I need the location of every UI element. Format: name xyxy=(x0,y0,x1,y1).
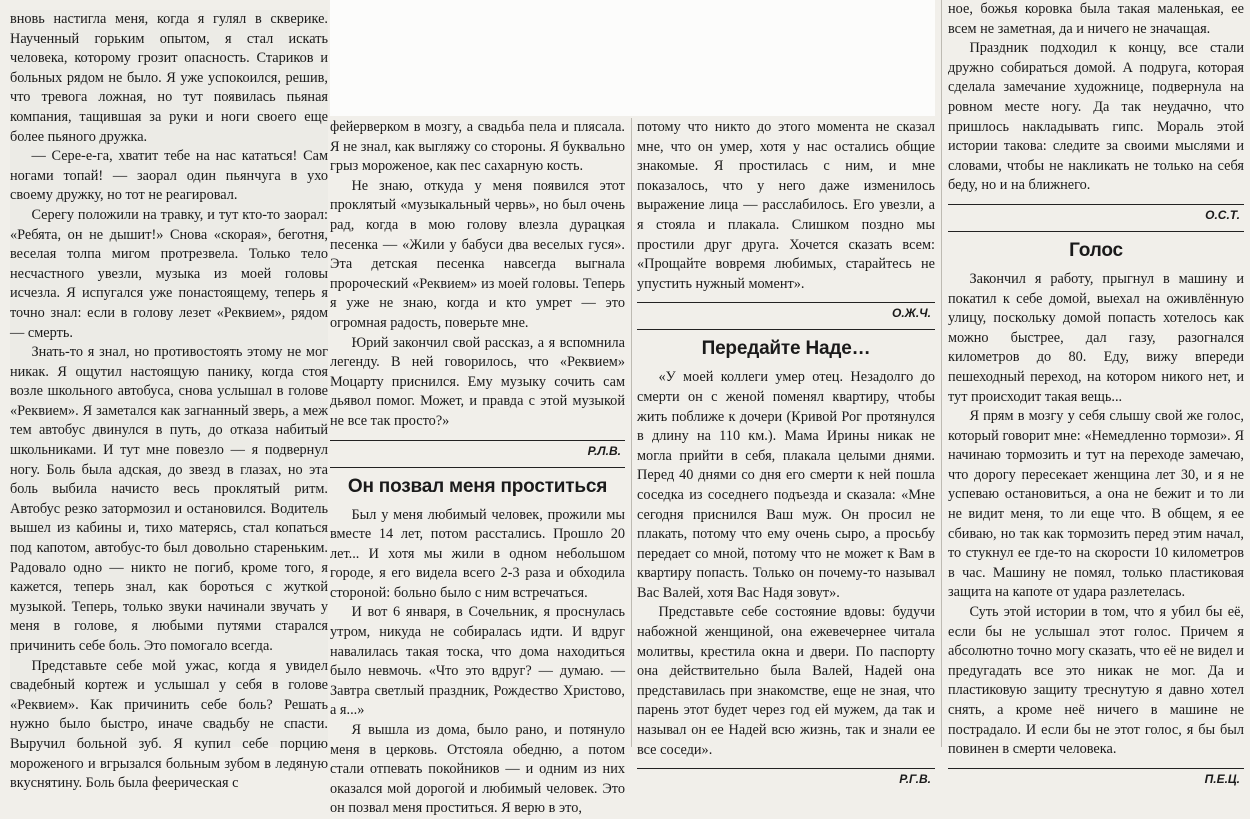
column-divider xyxy=(631,118,632,747)
section-rule xyxy=(637,329,935,330)
column-1 xyxy=(10,10,328,792)
paragraph: И вот 6 января, в Сочельник, я проснулась утром, никуда не собиралась идти. И вдруг навалилась такая тоска, что дома находиться было невмочь. «Что это вдруг? — думаю. — Завтра светлый праздник, Рождество Христово, а я...» xyxy=(330,604,625,719)
paragraph: вновь настигла меня, когда я гулял в скверике. Наученный горьким опытом, я стал искать человека, которому грозит опасность. Стариков и больных рядом не было. Я уже успокоился, решив, что тревога ложная, но тут появилась пьяная компания, тащившая за руки и ноги своего еще более пьяного дружка. xyxy=(10,11,328,145)
column-3 xyxy=(637,118,935,787)
paragraph: Знать-то я знал, но противостоять этому не мог никак. Я ощутил настоящую панику, когда стоя возле школьного автобуса, снова услышал в голове «Реквием». Я заметался как загнанный зверь, а меж тем автобус двинулся в путь, до отказа набитый школьниками. И тут мне повезло — я подвернул ногу. Боль была адская, до звезд в глазах, но эта боль выбила начисто весь проклятый ритм. Автобус резко затормозил и остановился. Водитель вышел из кабины и, тихо матерясь, стал копаться под капотом, автобус-то был довольно стареньким. Радовало одно — никто не погиб, кроме того, я кажется, теперь знал, как бороться с жуткой музыкой. Теперь, только звуки начинали звучать у меня в голове, я любыми путями старался причинить себе боль. Это помогало всегда. xyxy=(10,344,328,654)
paragraph: Был у меня любимый человек, прожили мы вместе 14 лет, потом расстались. Прошло 20 лет... И хотя мы жили в одном небольшом городе, я его видела всего 2-3 раза и обходила стороной: больно было с ним встречаться. xyxy=(330,506,625,601)
story-title: Голос xyxy=(1069,239,1123,261)
column-2 xyxy=(330,118,625,817)
paragraph: Суть этой истории в том, что я убил бы её, если бы не услышал этот голос. Причем я абсолютно точно могу сказать, что её не видел и предугадать все это никак не мог. Да и пластиковую защиту треснутую я давно хотел снять, а кроме неё ничего в машине не пострадало. И если бы не этот голос, я бы был повинен в смерти человека. xyxy=(948,604,1244,758)
paragraph: фейерверком в мозгу, а свадьба пела и плясала. Я не знал, как выгляжу со стороны. Я буквально грыз мороженое, как пес сахарную кость. xyxy=(330,119,625,175)
author-signature: О.С.Т. xyxy=(1205,207,1240,222)
blank-area xyxy=(330,0,935,116)
column-divider xyxy=(941,0,942,747)
paragraph: Представьте себе мой ужас, когда я увидел свадебный кортеж и услышал у себя в голове «Реквием». Как причинить себе боль? Решать нужно было быстро, иначе свадьбу не спасти. Выручил больной зуб. Я купил себе порцию мороженого и вгрызался больным зубом в ледяную вкуснятину. Боль была феерическая с xyxy=(10,657,328,792)
section-rule xyxy=(637,768,935,769)
paragraph: «У моей коллеги умер отец. Незадолго до смерти он с женой поменял квартиру, чтобы жить поближе к дочери (Кривой Рог протянулся в длину на 110 км.). Мама Ирины никак не могла прийти в себя, плакала целыми днями. Перед 40 днями со дня его смерти к ней пошла соседка из соседнего подъезда и сказала: «Мне сегодня приснился Ваш муж. Он просил не плакать, потому что ему очень сыро, а просьбу передает со мной, потому что не может к Вам в квартиру попасть. Только он почему-то называл Вас Валей, хотя Вас Надя зовут». xyxy=(637,369,935,601)
author-signature: Р.Г.В. xyxy=(899,772,931,787)
section-rule xyxy=(948,768,1244,769)
paragraph: Юрий закончил свой рассказ, а я вспомнила легенду. В ней говорилось, что «Реквием» Моцарту приснился. Ему музыку сочить сам дьявол помог. Может, и правда с этой музыкой не все так просто?» xyxy=(330,334,625,429)
paragraph: Я прям в мозгу у себя слышу свой же голос, который говорит мне: «Немедленно тормози». Я начинаю тормозить и тут на переходе замечаю, что дорогу пересекает женщина лет 30, и я не успеваю остановиться, а она не бежит и то ли не видит меня, то ли еще что. В общем, я ее сбиваю, но так как тормозить перед этим начал, то стукнул ее где-то на скорости 10 километров в час. Машину не помял, только пластиковая защита на капоте от удара разлетелась. xyxy=(948,408,1244,601)
section-rule xyxy=(948,204,1244,205)
author-signature: О.Ж.Ч. xyxy=(892,306,931,321)
paragraph: Я вышла из дома, было рано, и потянуло меня в церковь. Отстояла обедню, а потом стали отпевать покойников — и одним из них оказался мой дорогой и любимый человек. Это он позвал меня проститься. Я верю в это, xyxy=(330,722,625,817)
section-rule xyxy=(330,440,625,441)
paragraph: Не знаю, откуда у меня появился этот проклятый «музыкальный червь», но был очень рад, когда в мою голову влезла дурацкая песенка — «Жили у бабуси два веселых гуся». Эта детская песенка навсегда выгнала пророческий «Реквием» из моей головы. Теперь я уже не знаю, когда и кто умрет — это огромная радость, поверьте мне. xyxy=(330,177,625,331)
story-title: Он позвал меня проститься xyxy=(347,475,608,497)
paragraph: ное, божья коровка была такая маленькая, ее всем не заметная, да и ничего не значащая. xyxy=(948,1,1244,37)
section-rule xyxy=(948,231,1244,232)
paragraph: потому что никто до этого момента не сказал мне, что он умер, хотя у нас остались общие знакомые. Я простилась с ним, и мне показалось, что у него даже изменилось выражение лица — расслабилось. Его увезли, а я стояла и плакала. Слишком поздно мы простили друг друга. Хочется сказать всем: «Прощайте вовремя любимых, старайтесь не упустить нужный момент». xyxy=(637,119,935,292)
story-title: Передайте Наде… xyxy=(701,338,871,360)
paragraph: Закончил я работу, прыгнул в машину и покатил к себе домой, выехал на оживлённую улицу, поскольку домой попасть хотелось как можно быстрее, дал газу, разогнался километров до 80. Еду, вижу впереди пешеходный переход, на котором никого нет, и тут происходит такая вещь... xyxy=(948,270,1244,405)
paragraph: Праздник подходил к концу, все стали дружно собираться домой. А подруга, которая сделала замечание художнице, подвернула на ровном месте ногу. Да так неудачно, что пришлось накладывать гипс. Мораль этой истории такова: следите за своими мыслями и словами, чтобы не накликать не только на себя беду, но и на ближнего. xyxy=(948,40,1244,194)
paragraph: — Сере-е-га, хватит тебе на нас кататься! Сам ногами топай! — заорал один пьянчуга в ухо своему дружку, но тот не реагировал. xyxy=(10,148,328,204)
paragraph: Серегу положили на травку, и тут кто-то заорал: «Ребята, он не дышит!» Снова «скорая», беготня, веселая толпа мигом протрезвела. Только тело несчастного увезли, музыка из моей головы исчезла. Я испугался уже понастоящему, теперь я точно знал: если в голову лезет «Реквием», рядом — смерть. xyxy=(10,206,328,341)
section-rule xyxy=(330,467,625,468)
author-signature: П.Е.Ц. xyxy=(1204,771,1240,786)
author-signature: Р.Л.В. xyxy=(587,443,621,458)
column-4 xyxy=(948,0,1244,786)
section-rule xyxy=(637,302,935,303)
paragraph: Представьте себе состояние вдовы: будучи набожной женщиной, она ежевечернее читала молитвы, крестила окна и двери. По паспорту она действительно была Валей, Надей она представилась при знакомстве, еще не зная, что парень этот будет через год ей мужем, да так и называл он ее Надей всю жизнь, так и знали ее все соседи». xyxy=(637,604,935,758)
